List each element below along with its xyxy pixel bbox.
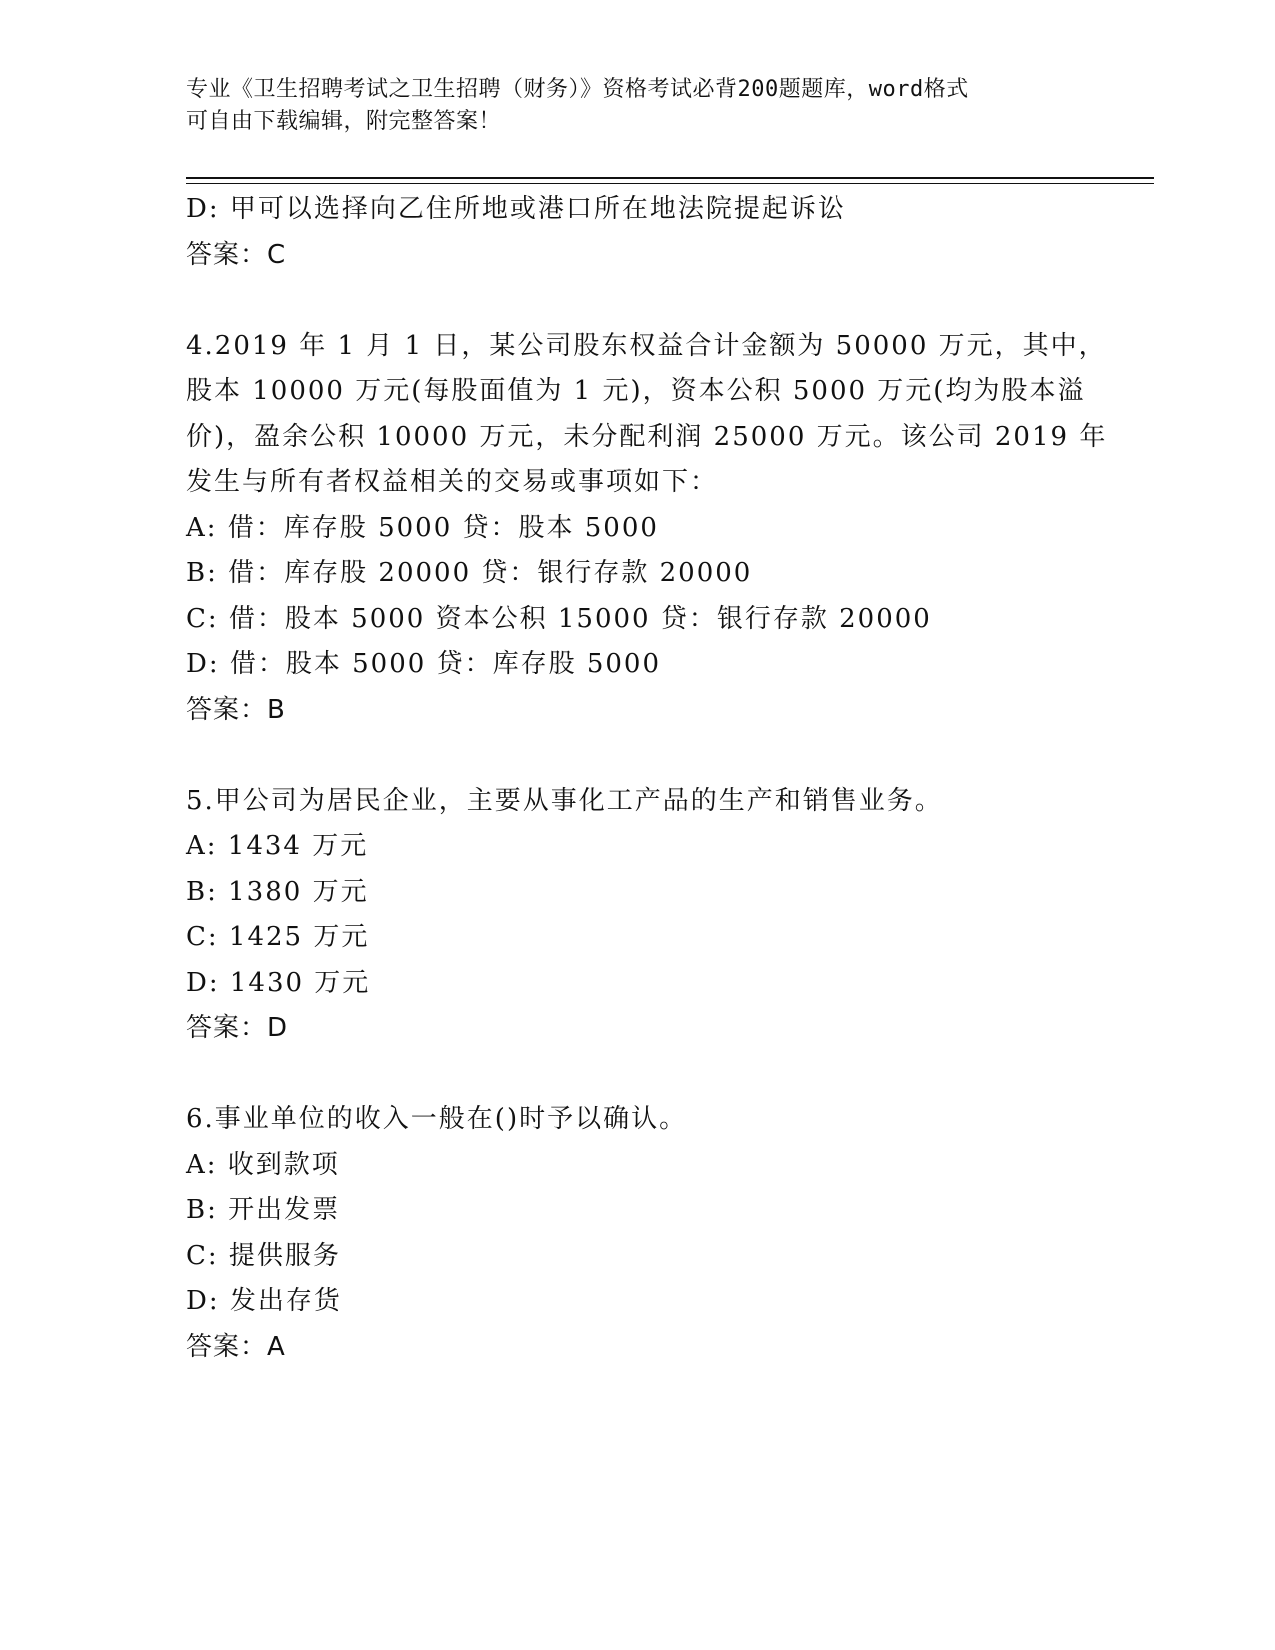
question-4-stem-line: 4.2019 年 1 月 1 日，某公司股东权益合计金额为 50000 万元，其中， bbox=[186, 330, 1107, 361]
question-4-option-b: B: 借：库存股 20000 贷：银行存款 20000 bbox=[186, 558, 753, 588]
question-5-option-c: C: 1425 万元 bbox=[186, 922, 370, 952]
question-6-option-a: A: 收到款项 bbox=[186, 1149, 340, 1180]
spacer bbox=[186, 1052, 1086, 1098]
question-4-option-a: A: 借：库存股 5000 贷：股本 5000 bbox=[186, 512, 659, 543]
question-6-option-c: C: 提供服务 bbox=[186, 1240, 341, 1271]
question-6 bbox=[186, 1097, 1086, 1370]
question-4-option-c: C: 借：股本 5000 资本公积 15000 贷：银行存款 20000 bbox=[186, 603, 932, 634]
question-6-stem: 6.事业单位的收入一般在()时予以确认。 bbox=[186, 1104, 688, 1134]
question-3-answer: 答案：C bbox=[186, 239, 287, 270]
header-title-line-2: 可自由下载编辑，附完整答案！ bbox=[186, 109, 502, 134]
question-4-answer: 答案：B bbox=[186, 694, 286, 725]
question-5-answer: 答案：D bbox=[186, 1013, 289, 1043]
question-6-option-d: D: 发出存货 bbox=[186, 1286, 342, 1316]
header-rule-thick bbox=[186, 177, 1154, 179]
question-5-option-d: D: 1430 万元 bbox=[186, 967, 371, 998]
question-5-option-b: B: 1380 万元 bbox=[186, 876, 369, 907]
question-5 bbox=[186, 779, 1086, 1052]
document-header bbox=[186, 74, 1066, 138]
spacer bbox=[186, 278, 1086, 324]
question-4-stem-line: 发生与所有者权益相关的交易或事项如下： bbox=[186, 467, 719, 497]
question-3-tail bbox=[186, 187, 1086, 278]
question-6-answer: 答案：A bbox=[186, 1331, 286, 1362]
question-4-option-d: D: 借：股本 5000 贷：库存股 5000 bbox=[186, 649, 662, 679]
question-4 bbox=[186, 324, 1108, 734]
question-5-stem: 5.甲公司为居民企业，主要从事化工产品的生产和销售业务。 bbox=[186, 785, 943, 816]
question-4-stem-line: 价)，盈余公积 10000 万元，未分配利润 25000 万元。该公司 2019 年 bbox=[186, 421, 1108, 452]
question-5-option-a: A: 1434 万元 bbox=[186, 831, 369, 861]
header-title-line-1: 专业《卫生招聘考试之卫生招聘（财务）》资格考试必背200题题库，word格式 bbox=[186, 77, 969, 102]
question-3-option-d: D: 甲可以选择向乙住所地或港口所在地法院提起诉讼 bbox=[186, 194, 846, 224]
header-rule-thin bbox=[186, 183, 1154, 184]
question-4-stem-line: 股本 10000 万元(每股面值为 1 元)，资本公积 5000 万元(均为股本溢 bbox=[186, 376, 1086, 406]
question-6-option-b: B: 开出发票 bbox=[186, 1195, 341, 1225]
question-list bbox=[186, 187, 1108, 1370]
spacer bbox=[186, 733, 1086, 779]
